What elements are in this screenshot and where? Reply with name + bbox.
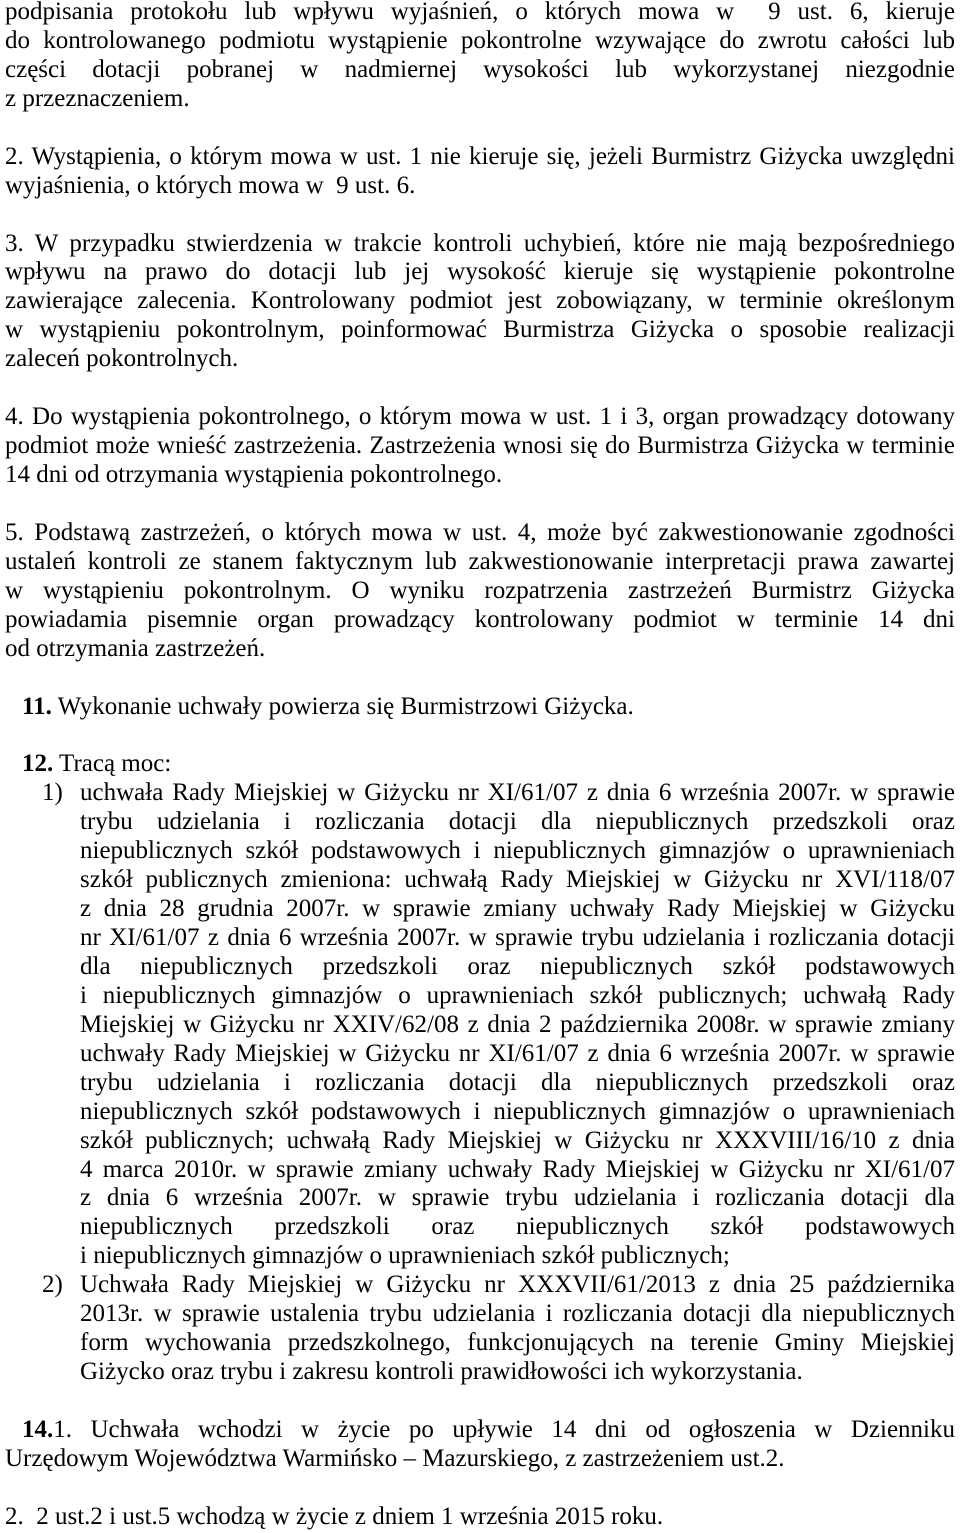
- text-line: i niepublicznych gimnazjów o uprawnieniach szkół publicznych;: [80, 1242, 730, 1270]
- list-marker: 1): [42, 779, 63, 807]
- text-line: zawierające zalecenia. Kontrolowany podmiot jest zobowiązany, w terminie określonym: [5, 287, 955, 315]
- text-line: Uchwała Rady Miejskiej w Giżycku nr XXXVII/61/2013 z dnia 25 października: [80, 1271, 955, 1299]
- text-line: ustaleń kontroli ze stanem faktycznym lub zakwestionowanie interpretacji prawa zawartej: [5, 547, 955, 575]
- text-line: części dotacji pobranej w nadmiernej wysokości lub wykorzystanej niezgodnie: [5, 55, 955, 83]
- section-number: 11.: [22, 692, 52, 720]
- section-11: [5, 693, 955, 722]
- text-line: dla niepublicznych przedszkoli oraz niepublicznych szkół podstawowych: [80, 952, 955, 980]
- section-12-heading: [5, 750, 955, 779]
- section-text: Wykonanie uchwały powierza się Burmistrzowi Giżycka.: [51, 692, 634, 720]
- section-text: Tracą moc:: [53, 750, 172, 778]
- section-14: [5, 1416, 955, 1474]
- section-14-point-2: 2. 2 ust.2 i ust.5 wchodzą w życie z dniem 1 września 2015 roku.: [5, 1502, 664, 1530]
- text-line: podmiot może wnieść zastrzeżenia. Zastrzeżenia wnosi się do Burmistrza Giżycka w terminie: [5, 432, 955, 460]
- text-line: form wychowania przedszkolnego, funkcjonujących na terenie Gminy Miejskiej: [80, 1329, 955, 1357]
- text-line: 2013r. w sprawie ustalenia trybu udzielania i rozliczania dotacji dla niepublicznych: [80, 1300, 955, 1328]
- text-line: 2. Wystąpienia, o którym mowa w ust. 1 nie kieruje się, jeżeli Burmistrz Giżycka uwzględni: [5, 142, 955, 170]
- text-line: i niepublicznych gimnazjów o uprawnieniach szkół publicznych; uchwałą Rady: [80, 981, 955, 1009]
- text-line: niepublicznych przedszkoli oraz niepublicznych szkół podstawowych: [80, 1213, 955, 1241]
- text-line: [5, 1416, 955, 1445]
- text-line: zaleceń pokontrolnych.: [5, 345, 239, 373]
- list-item-1: [5, 779, 955, 1271]
- paragraph-spacer: [5, 1474, 955, 1503]
- list-item-2: [5, 1271, 955, 1387]
- list-marker: 2): [42, 1271, 63, 1299]
- text-line: 14 dni od otrzymania wystąpienia pokontrolnego.: [5, 461, 503, 488]
- text-line: do kontrolowanego podmiotu wystąpienie pokontrolne wzywające do zwrotu całości lub: [5, 26, 955, 54]
- text-line: wyjaśnienia, o których mowa w 9 ust. 6.: [5, 171, 416, 199]
- paragraph-intro: [5, 0, 955, 114]
- text-line: uchwała Rady Miejskiej w Giżycku nr XI/61/07 z dnia 6 września 2007r. w sprawie: [80, 779, 955, 807]
- text-line: wpływu na prawo do dotacji lub jej wysokość kieruje się wystąpienie pokontrolne: [5, 258, 955, 286]
- paragraph-spacer: [5, 374, 955, 403]
- document-page: [5, 0, 955, 1532]
- paragraph-point-4: [5, 403, 955, 490]
- text-line: w wystąpieniu pokontrolnym, poinformować Burmistrza Giżycka o sposobie realizacji: [5, 316, 955, 344]
- text-line: uchwały Rady Miejskiej w Giżycku nr XI/61/07 z dnia 6 września 2007r. w sprawie: [80, 1039, 955, 1067]
- text-line: Urzędowym Województwa Warmińsko – Mazurskiego, z zastrzeżeniem ust.2.: [5, 1444, 785, 1472]
- paragraph-spacer: [5, 664, 955, 693]
- text-line: niepublicznych szkół podstawowych i niepublicznych gimnazjów o uprawnieniach: [80, 1097, 955, 1125]
- section-number: 12.: [22, 750, 54, 778]
- paragraph-point-2: [5, 143, 955, 201]
- paragraph-point-3: [5, 230, 955, 375]
- text-line: nr XI/61/07 z dnia 6 września 2007r. w sprawie trybu udzielania i rozliczania dotacji: [80, 924, 955, 951]
- paragraph-spacer: [5, 490, 955, 519]
- text-line: od otrzymania zastrzeżeń.: [5, 634, 266, 662]
- text-line: podpisania protokołu lub wpływu wyjaśnień, o których mowa w 9 ust. 6, kieruje: [5, 0, 955, 25]
- text-line: powiadamia pisemnie organ prowadzący kontrolowany podmiot w terminie 14 dni: [5, 605, 955, 633]
- text-line: trybu udzielania i rozliczania dotacji dla niepublicznych przedszkoli oraz: [80, 1068, 955, 1096]
- paragraph-point-5: [5, 519, 955, 664]
- text-line: trybu udzielania i rozliczania dotacji dla niepublicznych przedszkoli oraz: [80, 808, 955, 836]
- text-line: w wystąpieniu pokontrolnym. O wyniku rozpatrzenia zastrzeżeń Burmistrz Giżycka: [5, 576, 955, 604]
- text-line: Giżycko oraz trybu i zakresu kontroli prawidłowości ich wykorzystania.: [80, 1358, 803, 1386]
- text-line: niepublicznych szkół podstawowych i niepublicznych gimnazjów o uprawnieniach: [80, 837, 955, 865]
- text-line: 4. Do wystąpienia pokontrolnego, o którym mowa w ust. 1 i 3, organ prowadzący dotowany: [5, 403, 955, 431]
- paragraph-spacer: [5, 1387, 955, 1416]
- paragraph-spacer: [5, 114, 955, 143]
- paragraph-spacer: [5, 201, 955, 230]
- text-line: Miejskiej w Giżycku nr XXIV/62/08 z dnia 2 października 2008r. w sprawie zmiany: [80, 1010, 955, 1038]
- text-line: z dnia 28 grudnia 2007r. w sprawie zmiany uchwały Rady Miejskiej w Giżycku: [80, 895, 955, 923]
- text-line: 5. Podstawą zastrzeżeń, o których mowa w ust. 4, może być zakwestionowanie zgodności: [5, 518, 955, 546]
- paragraph-spacer: [5, 721, 955, 750]
- text-line: szkół publicznych zmieniona: uchwałą Rady Miejskiej w Giżycku nr XVI/118/07: [80, 866, 955, 894]
- text-line: szkół publicznych; uchwałą Rady Miejskiej w Giżycku nr XXXVIII/16/10 z dnia: [80, 1126, 955, 1154]
- text-line: 3. W przypadku stwierdzenia w trakcie kontroli uchybień, które nie mają bezpośredniego: [5, 229, 955, 257]
- text-line: 4 marca 2010r. w sprawie zmiany uchwały Rady Miejskiej w Giżycku nr XI/61/07: [80, 1155, 955, 1183]
- section-number: 14.: [22, 1415, 54, 1443]
- text-line: z dnia 6 września 2007r. w sprawie trybu udzielania i rozliczania dotacji dla: [80, 1184, 955, 1212]
- section-text: 1. Uchwała wchodzi w życie po upływie 14 dni od ogłoszenia w Dzienniku: [53, 1415, 955, 1443]
- text-line: z przeznaczeniem.: [5, 84, 190, 112]
